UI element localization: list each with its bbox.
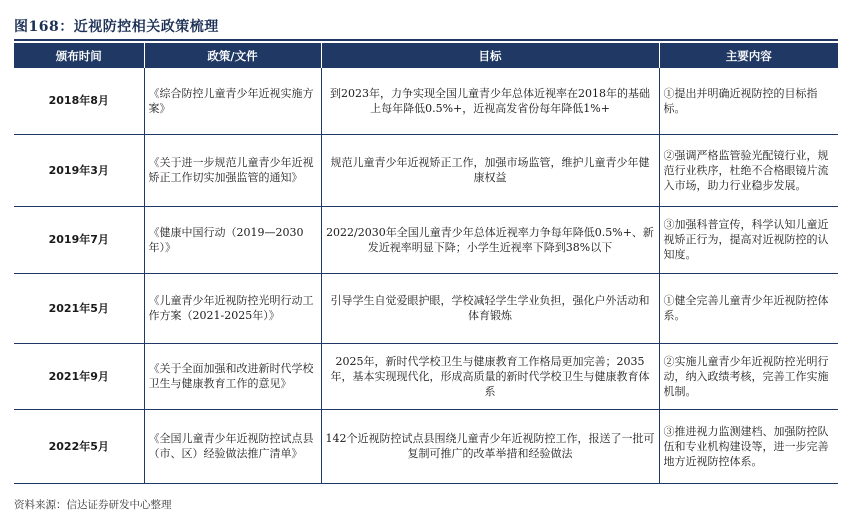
row-content: ③推进视力监测建档、加强防控队伍和专业机构建设等，进一步完善地方近视防控体系。 [659,409,838,483]
table-row [14,134,838,206]
row-content: ②实施儿童青少年近视防控光明行动，纳入政绩考核，完善工作实施机制。 [659,343,838,409]
row-date: 2019年3月 [14,134,144,206]
row-goal: 2022/2030年全国儿童青少年总体近视率力争每年降低0.5%+、新发近视率明显下降；小学生近视率下降到38%以下 [321,206,659,273]
row-goal: 2025年，新时代学校卫生与健康教育工作格局更加完善；2035年，基本实现现代化，形成高质量的新时代学校卫生与健康教育体系 [321,343,659,409]
row-policy: 《全国儿童青少年近视防控试点县（市、区）经验做法推广清单》 [144,409,321,483]
figure-title: 图168：近视防控相关政策梳理 [14,19,219,35]
row-date: 2022年5月 [14,409,144,483]
row-policy: 《综合防控儿童青少年近视实施方案》 [144,68,321,134]
source-note: 资料来源：信达证券研发中心整理 [14,499,172,511]
row-content: ①提出并明确近视防控的目标指标。 [659,68,838,134]
row-content: ①健全完善儿童青少年近视防控体系。 [659,273,838,343]
title-rule [14,39,838,41]
row-content: ③加强科普宣传，科学认知儿童近视矫正行为，提高对近视防控的认知度。 [659,206,838,273]
table-header-row [14,43,838,68]
row-policy: 《儿童青少年近视防控光明行动工作方案（2021-2025年）》 [144,273,321,343]
row-policy: 《关于进一步规范儿童青少年近视矫正工作切实加强监管的通知》 [144,134,321,206]
row-goal: 142个近视防控试点县围绕儿童青少年近视防控工作，报送了一批可复制可推广的改革举措和经验做法 [321,409,659,483]
header-date: 颁布时间 [14,43,144,68]
table-row [14,206,838,273]
row-date: 2021年5月 [14,273,144,343]
row-date: 2021年9月 [14,343,144,409]
table-row [14,409,838,483]
header-content: 主要内容 [659,43,838,68]
row-goal: 规范儿童青少年近视矫正工作，加强市场监管，维护儿童青少年健康权益 [321,134,659,206]
row-policy: 《关于全面加强和改进新时代学校卫生与健康教育工作的意见》 [144,343,321,409]
row-goal: 到2023年，力争实现全国儿童青少年总体近视率在2018年的基础上每年降低0.5%+，近视高发省份每年降低1%+ [321,68,659,134]
row-content: ②强调严格监管验光配镜行业，规范行业秩序，杜绝不合格眼镜片流入市场，助力行业稳步发展。 [659,134,838,206]
row-goal: 引导学生自觉爱眼护眼，学校减轻学生学业负担，强化户外活动和体育锻炼 [321,273,659,343]
header-policy: 政策/文件 [144,43,321,68]
table-row [14,68,838,134]
policy-table [14,43,838,484]
table-row [14,273,838,343]
table-row [14,343,838,409]
row-date: 2019年7月 [14,206,144,273]
row-date: 2018年8月 [14,68,144,134]
row-policy: 《健康中国行动（2019—2030年）》 [144,206,321,273]
header-goal: 目标 [321,43,659,68]
